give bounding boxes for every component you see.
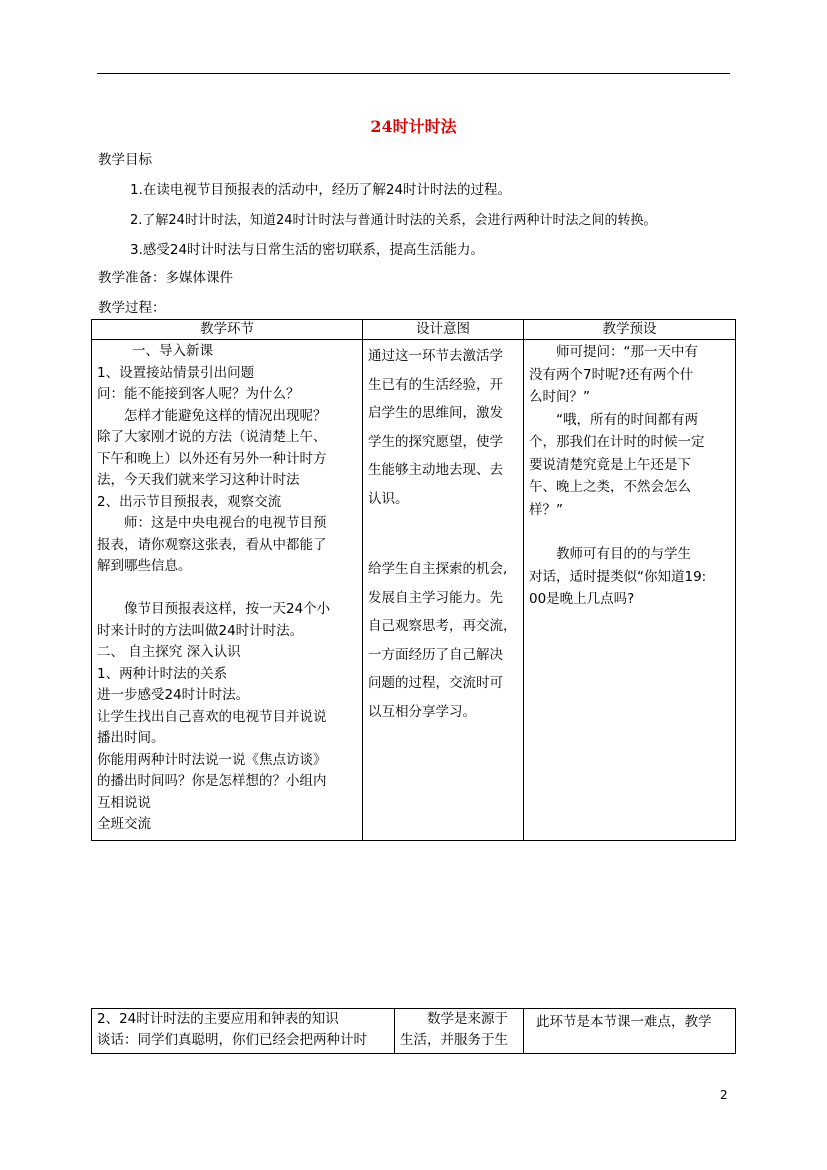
- stage-line: 谈话：同学们真聪明，你们已经会把两种计时: [97, 1032, 367, 1048]
- stage-line: 的播出时间吗？你是怎样想的？小组内: [97, 773, 327, 789]
- teaching-plan-cell: [524, 1009, 736, 1054]
- stage-line: 问：能不能接到客人呢？为什么？: [97, 386, 300, 402]
- plan-line: 要说清楚究竟是上午还是下: [529, 456, 691, 473]
- plan-line: 没有两个7时呢?还有两个什: [529, 366, 694, 383]
- plan-line: 对话，适时提类似“你知道19:: [529, 568, 707, 585]
- document-title: 24时计时法: [370, 117, 457, 136]
- stage-line: 1、设置接站情景引出问题: [97, 364, 255, 381]
- teaching-prep: 教学准备：多媒体课件: [98, 270, 233, 286]
- stage-line: 师：这是中央电视台的电视节目预: [124, 515, 327, 531]
- plan-line: 个，那我们在计时的时候一定: [529, 434, 705, 450]
- plan-line: 00是晚上几点吗?: [529, 591, 635, 607]
- lesson-table-continued: [91, 1008, 736, 1054]
- stage-line: 你能用两种计时法说一说《焦点访谈》: [97, 751, 327, 768]
- intent-line: 自己观察思考，再交流，: [368, 618, 517, 634]
- header-teaching-plan: 教学预设: [524, 320, 736, 340]
- stage-line: 2、24时计时法的主要应用和钟表的知识: [97, 1011, 339, 1027]
- intent-line: 认识。: [368, 490, 409, 507]
- intent-line: 生能够主动地去现、去: [368, 462, 503, 478]
- stage-line: 解到哪些信息。: [97, 558, 192, 574]
- stage-line-blank: [97, 578, 357, 600]
- table-row: [92, 340, 736, 841]
- teaching-process-label: 教学过程：: [98, 300, 166, 316]
- stage-line: 报表，请你观察这张表，看从中都能了: [97, 536, 327, 553]
- plan-line: 么时间？”: [529, 389, 590, 405]
- plan-line: “哦，所有的时间都有两: [556, 411, 698, 428]
- stage-line: 怎样才能避免这样的情况出现呢？: [124, 407, 327, 424]
- intent-spacer: [368, 513, 518, 555]
- design-intent-cell: [395, 1009, 524, 1054]
- stage-line: 2、出示节目预报表，观察交流: [97, 493, 282, 510]
- intent-line: 生活，并服务于生: [400, 1032, 508, 1048]
- stage-line: 进一步感受24时计时法。: [97, 687, 250, 703]
- header-teaching-stage: 教学环节: [92, 320, 363, 340]
- intent-line: 问题的过程，交流时可: [368, 675, 503, 691]
- stage-line: 法，今天我们就来学习这种计时法: [97, 472, 300, 488]
- plan-line: 午、晚上之类，不然会怎么: [529, 479, 691, 495]
- lesson-table: [91, 319, 736, 841]
- stage-line: 一、导入新课: [132, 343, 213, 359]
- goal-1: 1.在读电视节目预报表的活动中，经历了解24时计时法的过程。: [130, 182, 512, 198]
- stage-line: 二、 自主探究 深入认识: [97, 644, 241, 660]
- design-intent-cell: [363, 340, 524, 841]
- plan-line: 教师可有目的的与学生: [556, 546, 691, 562]
- goals-heading: 教学目标: [98, 152, 152, 168]
- teaching-plan-cell: [524, 340, 736, 841]
- page-number: 2: [720, 1088, 728, 1102]
- intent-line: 启学生的思维间，激发: [368, 405, 503, 421]
- stage-line: 像节目预报表这样，按一天24个小: [124, 601, 331, 617]
- stage-line: 全班交流: [97, 816, 151, 832]
- intent-line: 发展自主学习能力。先: [368, 589, 503, 606]
- plan-line: 此环节是本节课一难点，教学: [536, 1014, 712, 1030]
- teaching-stage-cell: [92, 1009, 395, 1054]
- stage-line: 时来计时的方法叫做24时计时法。: [97, 622, 304, 639]
- stage-line: 下午和晚上）以外还有另外一种计时方: [97, 450, 327, 467]
- intent-line: 数学是来源于: [427, 1011, 508, 1027]
- plan-line: 样？”: [529, 501, 563, 518]
- goal-3: 3.感受24时计时法与日常生活的密切联系，提高生活能力。: [130, 242, 485, 258]
- stage-line: 1、两种计时法的关系: [97, 665, 228, 682]
- intent-line: 生已有的生活经验，开: [368, 376, 503, 393]
- table-row: [92, 1009, 736, 1054]
- plan-line: 师可提问：“那一天中有: [556, 344, 698, 360]
- intent-line: 一方面经历了自己解决: [368, 646, 503, 663]
- goal-2: 2.了解24时计时法，知道24时计时法与普通计时法的关系，会进行两种计时法之间的转换。: [130, 213, 657, 228]
- header-design-intent: 设计意图: [363, 320, 524, 340]
- stage-line: 播出时间。: [97, 730, 165, 746]
- intent-line: 给学生自主探索的机会,: [368, 561, 508, 577]
- stage-line: 除了大家刚才说的方法（说清楚上午、: [97, 429, 327, 445]
- stage-line: 让学生找出自己喜欢的电视节目并说说: [97, 708, 327, 725]
- stage-line: 互相说说: [97, 794, 151, 811]
- teaching-stage-cell: [92, 340, 363, 841]
- plan-spacer: [529, 521, 730, 543]
- header-rule: [97, 73, 730, 74]
- intent-line: 以互相分享学习。: [368, 703, 476, 720]
- table-header-row: [92, 320, 736, 340]
- intent-line: 通过这一环节去激活学: [368, 348, 503, 364]
- intent-line: 学生的探究愿望，使学: [368, 433, 503, 450]
